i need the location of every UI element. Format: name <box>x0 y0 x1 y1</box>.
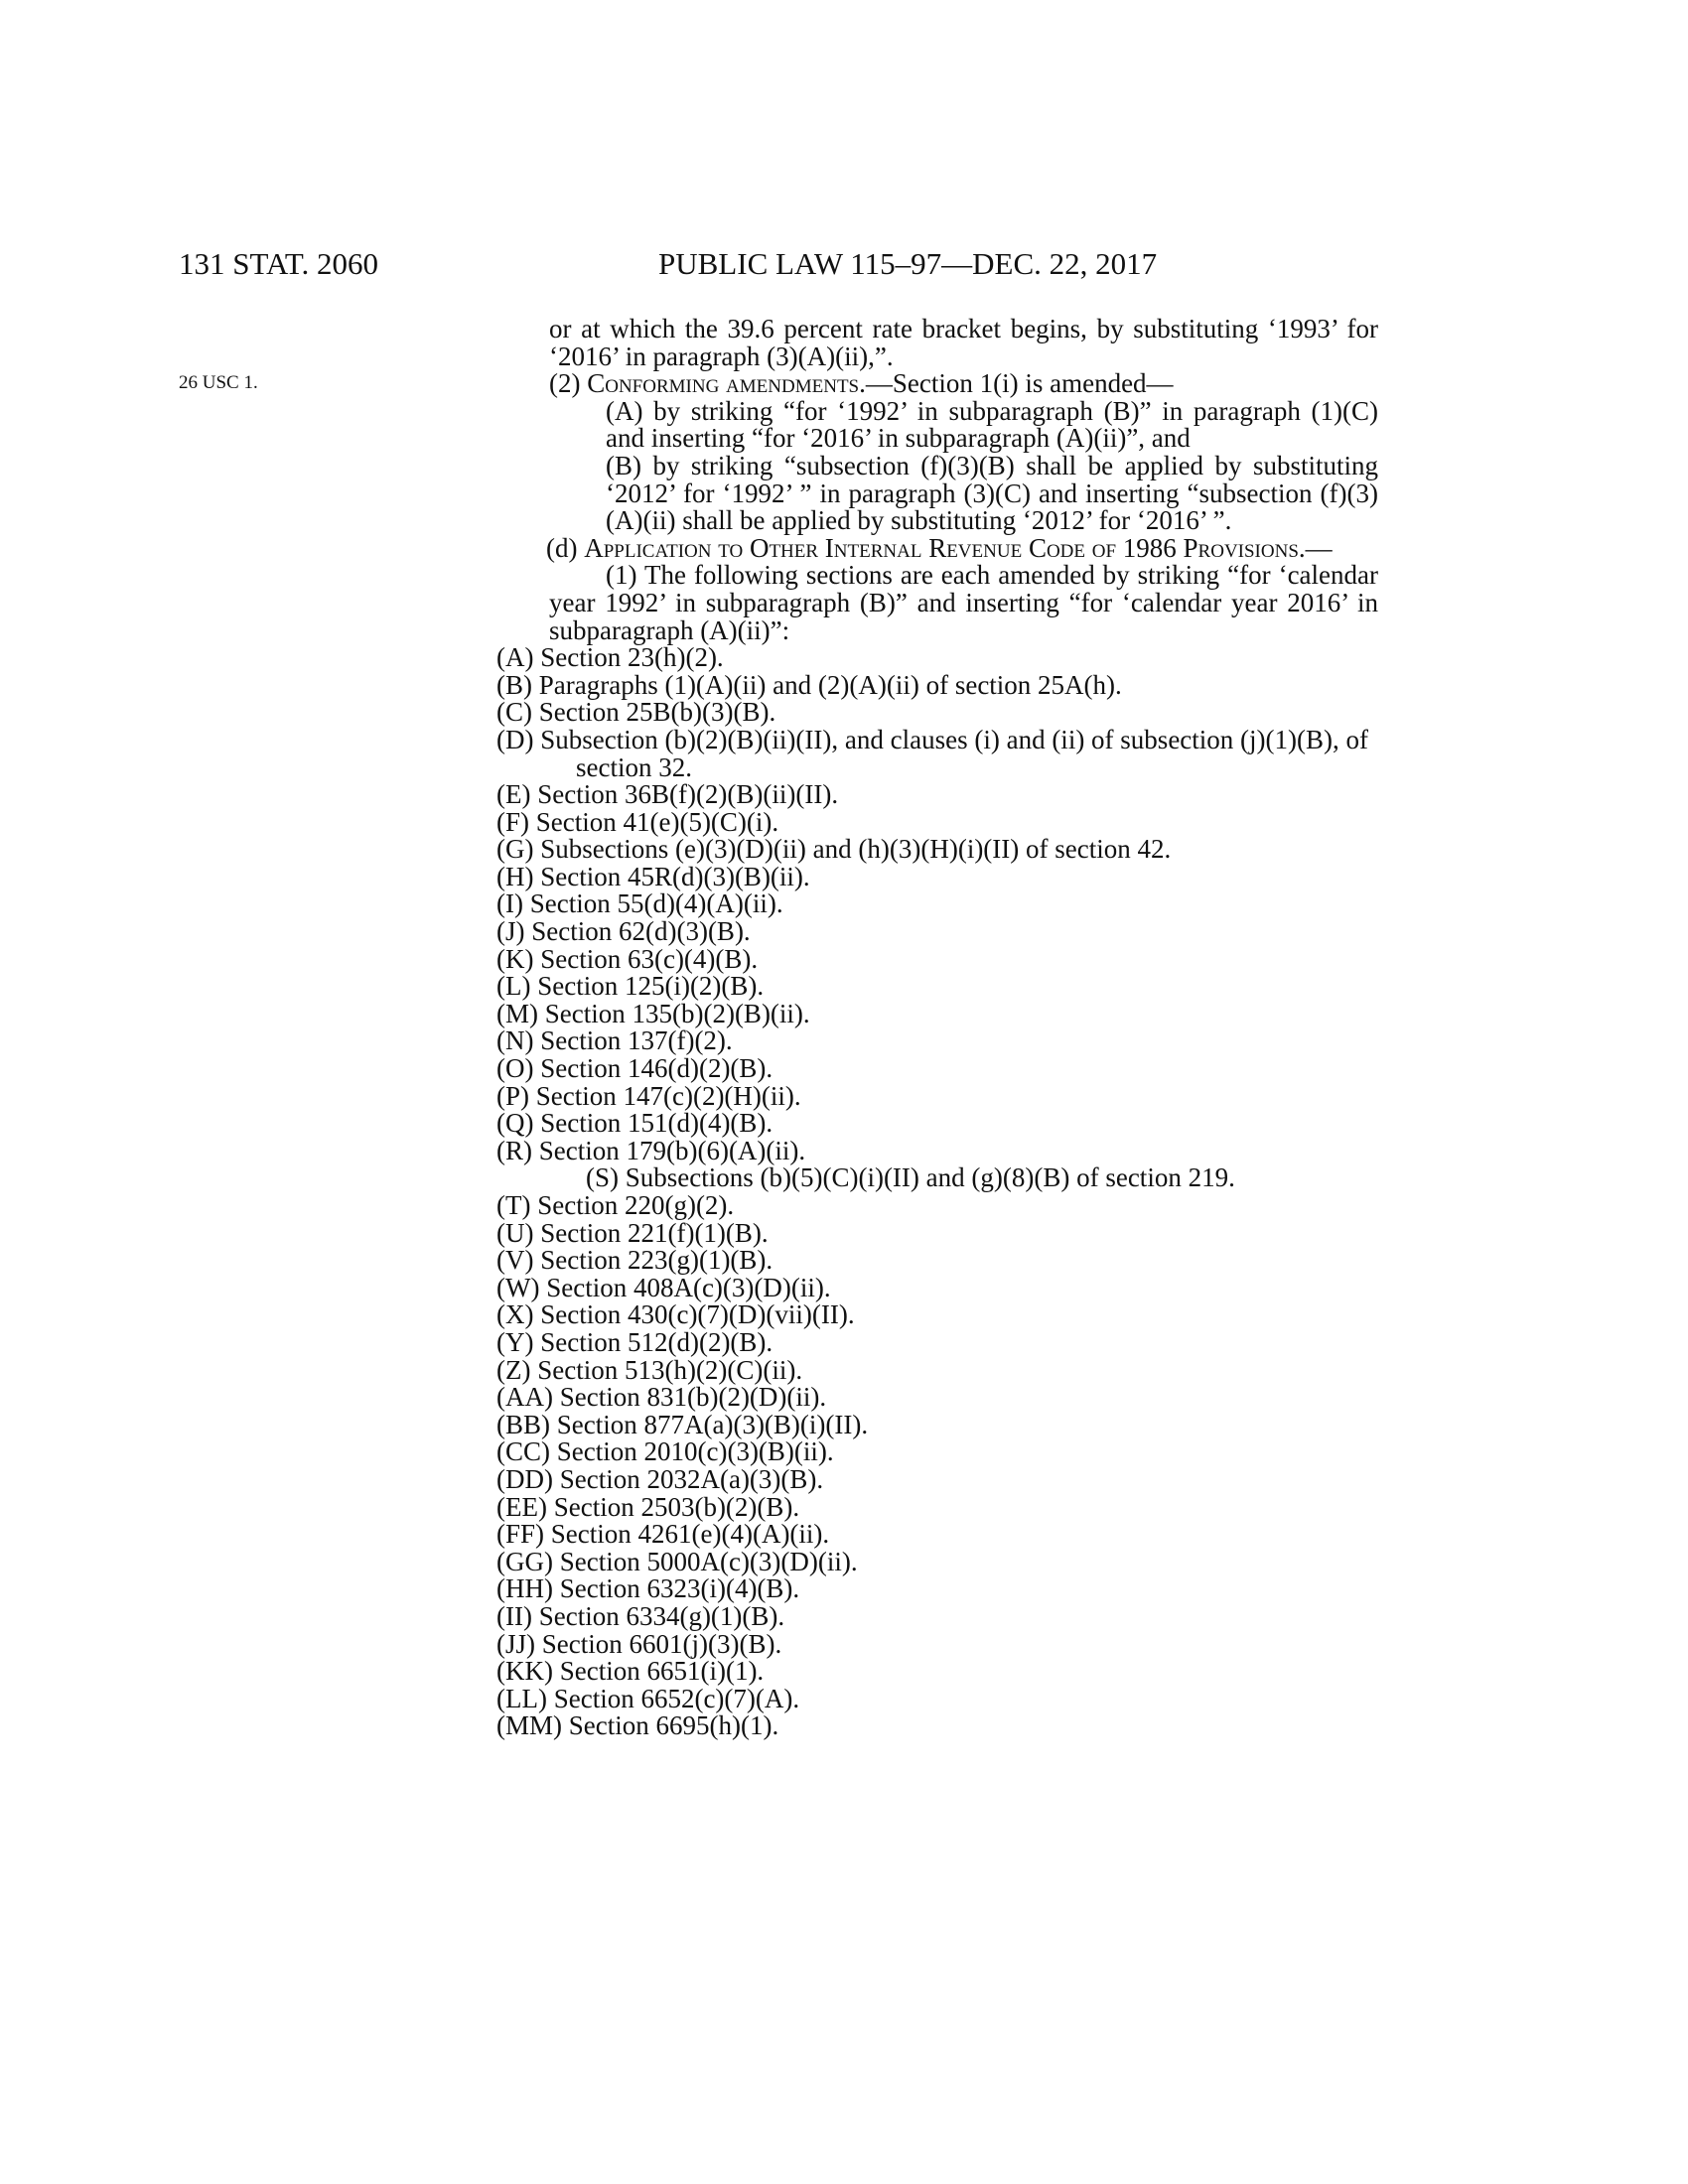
list-item: (A) Section 23(h)(2). <box>496 642 724 673</box>
list-item: (B) Paragraphs (1)(A)(ii) and (2)(A)(ii) of section 25A(h). <box>496 669 1122 700</box>
page-title: PUBLIC LAW 115–97—DEC. 22, 2017 <box>658 246 1158 281</box>
enum-label: (d) <box>546 532 585 563</box>
list-item: (R) Section 179(b)(6)(A)(ii). <box>496 1135 806 1165</box>
stat-reference: 131 STAT. 2060 <box>179 246 379 281</box>
list-item: (Y) Section 512(d)(2)(B). <box>496 1326 774 1357</box>
section-heading: Application to Other Internal Revenue Code of 1986 Provisions <box>584 532 1299 563</box>
list-item: (J) Section 62(d)(3)(B). <box>496 916 751 947</box>
subsection-d <box>496 532 1378 563</box>
list-item: (K) Section 63(c)(4)(B). <box>496 943 759 974</box>
list-item: (O) Section 146(d)(2)(B). <box>496 1053 774 1084</box>
list-item: (X) Section 430(c)(7)(D)(vii)(II). <box>496 1299 855 1330</box>
subparagraph-a <box>606 395 1378 454</box>
list-item: (G) Subsections (e)(3)(D)(ii) and (h)(3)(H)(i)(II) of section 42. <box>496 834 1172 865</box>
list-item: (E) Section 36B(f)(2)(B)(ii)(II). <box>496 779 839 810</box>
page-header <box>0 244 1688 284</box>
paragraph-d1: (1) The following sections are each amended by striking “for ‘calendar year 1992’ in subparagraph (B)” and inserting “for ‘calendar year 2016’ in subparagraph (A)(ii)”: <box>549 560 1378 645</box>
list-item: (AA) Section 831(b)(2)(D)(ii). <box>496 1382 827 1413</box>
list-item: (EE) Section 2503(b)(2)(B). <box>496 1491 800 1522</box>
list-item: (H) Section 45R(d)(3)(B)(ii). <box>496 861 810 891</box>
list-item: (Q) Section 151(d)(4)(B). <box>496 1108 774 1139</box>
statute-body <box>496 316 1378 1740</box>
heading-rest: .—Section 1(i) is amended— <box>859 368 1174 399</box>
list-item: (V) Section 223(g)(1)(B). <box>496 1245 774 1276</box>
list-item: (KK) Section 6651(i)(1). <box>496 1656 765 1687</box>
list-item: (I) Section 55(d)(4)(A)(ii). <box>496 888 783 919</box>
list-item: (U) Section 221(f)(1)(B). <box>496 1217 769 1248</box>
list-item: (Z) Section 513(h)(2)(C)(ii). <box>496 1354 803 1385</box>
list-item: (DD) Section 2032A(a)(3)(B). <box>496 1463 824 1494</box>
list-item: (D) Subsection (b)(2)(B)(ii)(II), and clauses (i) and (ii) of subsection (j)(1)(B), of section 32. <box>496 724 1368 782</box>
enum-label: (2) <box>549 368 588 399</box>
list-item: (L) Section 125(i)(2)(B). <box>496 971 765 1002</box>
list-item: (BB) Section 877A(a)(3)(B)(i)(II). <box>496 1409 869 1439</box>
list-item: (M) Section 135(b)(2)(B)(ii). <box>496 998 810 1028</box>
list-item: (T) Section 220(g)(2). <box>496 1190 735 1220</box>
list-item: (MM) Section 6695(h)(1). <box>496 1710 779 1741</box>
list-item: (P) Section 147(c)(2)(H)(ii). <box>496 1080 801 1111</box>
list-item: (FF) Section 4261(e)(4)(A)(ii). <box>496 1519 830 1550</box>
list-item: (S) Subsections (b)(5)(C)(i)(II) and (g)(8)(B) of section 219. <box>586 1162 1235 1193</box>
paragraph-conforming-amendments <box>549 370 1378 398</box>
list-item: (N) Section 137(f)(2). <box>496 1025 733 1056</box>
list-item: (C) Section 25B(b)(3)(B). <box>496 697 776 728</box>
list-item: (GG) Section 5000A(c)(3)(D)(ii). <box>496 1546 858 1576</box>
list-item: (W) Section 408A(c)(3)(D)(ii). <box>496 1272 831 1302</box>
list-item: (CC) Section 2010(c)(3)(B)(ii). <box>496 1436 834 1467</box>
list-item: (F) Section 41(e)(5)(C)(i). <box>496 806 779 837</box>
list-item: (JJ) Section 6601(j)(3)(B). <box>496 1628 782 1659</box>
margin-citation: 26 USC 1. <box>179 372 258 393</box>
list-item: (II) Section 6334(g)(1)(B). <box>496 1600 785 1631</box>
subparagraph-text: (B) by striking “subsection (f)(3)(B) shall be applied by substituting ‘2012’ for ‘1992’ ” in paragraph (3)(C) and inserting “subsection (f)(3)(A)(ii) shall be applied by substituting ‘2012’ for ‘2016’ ”. <box>606 450 1378 536</box>
subparagraph-b <box>606 450 1378 536</box>
list-item: (LL) Section 6652(c)(7)(A). <box>496 1683 800 1713</box>
paragraph-continuation: or at which the 39.6 percent rate bracket begins, by substituting ‘1993’ for ‘2016’ in paragraph (3)(A)(ii),”. <box>549 314 1378 371</box>
section-heading: Conforming amendments <box>587 368 860 399</box>
list-item: (HH) Section 6323(i)(4)(B). <box>496 1573 800 1604</box>
heading-rest: .— <box>1298 532 1333 563</box>
amended-sections-list <box>496 644 1378 1740</box>
subparagraph-text: (A) by striking “for ‘1992’ in subparagraph (B)” in paragraph (1)(C) and inserting “for ‘2016’ in subparagraph (A)(ii)”, and <box>606 395 1378 454</box>
